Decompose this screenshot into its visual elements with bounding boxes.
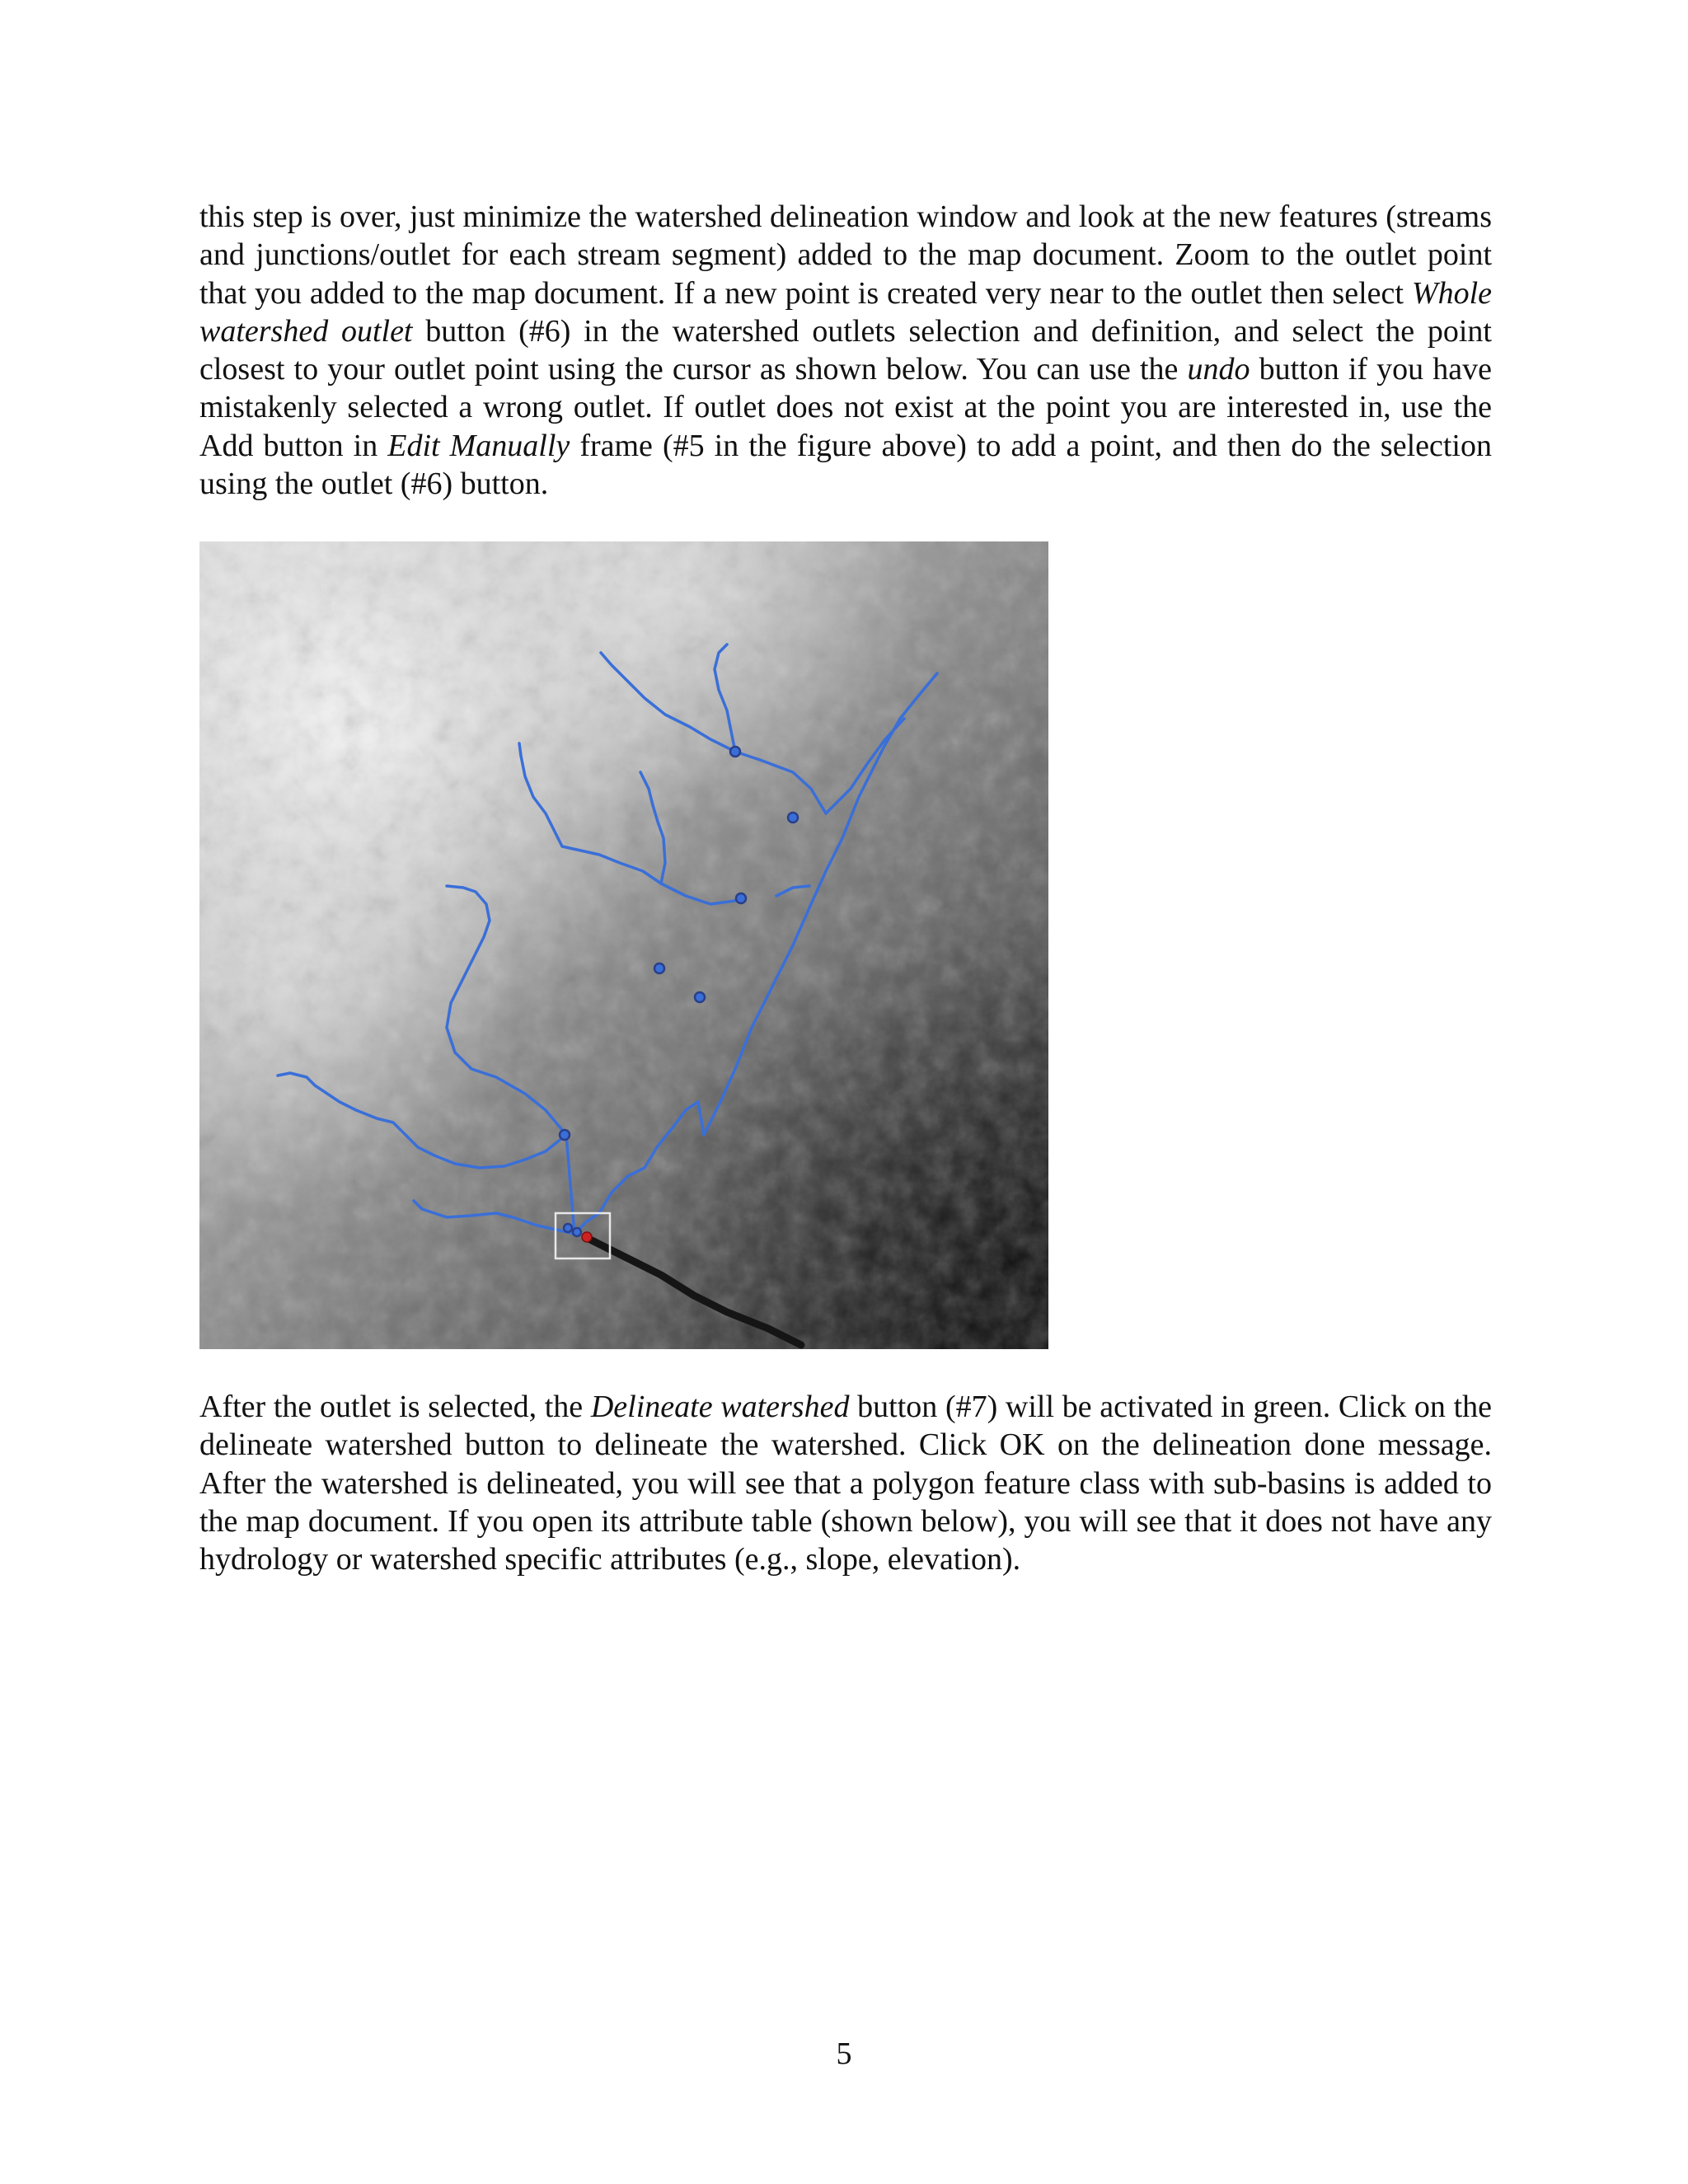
dem-map-image [199,541,1048,1349]
italic-term-edit-manually: Edit Manually [387,428,570,463]
selected-outlet-point [582,1232,592,1242]
text-run: button (#6) in the watershed outlets selection and definition, and select the point closest to your outlet point using the cursor as shown below. You can use the [199,313,1492,387]
text-run: button if you have mistakenly selected a wrong outlet. If outlet does not exist at the point you are interested in, use the Add button in [199,352,1492,463]
junction-point [564,1224,572,1232]
italic-term-delineate-watershed: Delineate watershed [590,1390,850,1424]
italic-term-whole-watershed-outlet: Whole watershed outlet [199,275,1492,349]
junction-point [736,893,746,903]
junction-point [730,747,740,757]
text-run: frame (#5 in the figure above) to add a point, and then do the selection using the outlet (#6) button. [199,428,1492,502]
dem-stream-network-figure [199,541,1048,1349]
junction-point [695,992,705,1002]
junction-point [788,813,798,823]
junction-point [560,1130,570,1140]
junction-point [573,1228,581,1236]
text-run: button (#7) will be activated in green. Click on the delineate watershed button to delineate the watershed. Click OK on the delineation done message. After the watershed is delineated, you will see that a polygon feature class with sub-basins is added to the map document. If you open its attribute table (shown below), you will see that it does not have any hydrology or watershed specific attributes (e.g., slope, elevation). [199,1390,1492,1577]
paragraph-delineate-watershed [199,1388,1492,1578]
junction-point [654,963,664,973]
text-run: After the outlet is selected, the [199,1390,591,1424]
italic-term-undo: undo [1187,352,1250,387]
text-run: this step is over, just minimize the watershed delineation window and look at the new features (streams and junctions/outlet for each stream segment) added to the map document. Zoom to the outlet point that you added to the map document. If a new point is created very near to the outlet then select [199,199,1492,311]
page-number: 5 [836,2036,852,2071]
paragraph-outlet-selection [199,198,1492,503]
